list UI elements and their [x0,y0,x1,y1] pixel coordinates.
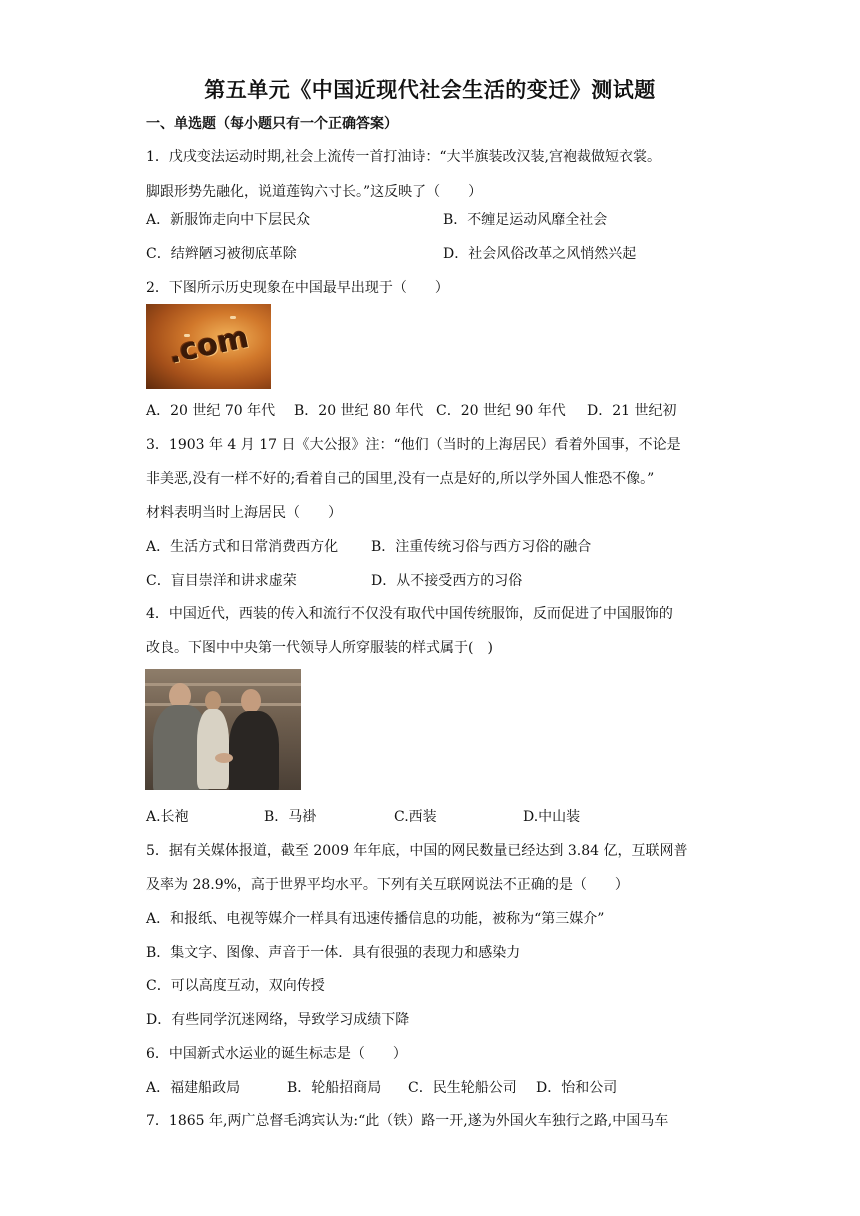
question-6-option-d: D．怡和公司 [536,1080,618,1096]
question-3-stem-line-2: 非美恶,没有一样不好的;看着自己的国里,没有一点是好的,所以学外国人惟恐不像。” [146,471,655,487]
question-5-option-a: A．和报纸、电视等媒介一样具有迅速传播信息的功能，被称为“第三媒介” [146,911,605,927]
question-4-stem-line-1: 4．中国近代，西装的传入和流行不仅没有取代中国传统服饰，反而促进了中国服饰的 [146,606,673,622]
question-4-option-d: D.中山装 [523,809,581,825]
question-3-stem-line-1: 3．1903 年 4 月 17 日《大公报》注：“他们（当时的上海居民）看着外国事，不论是 [146,437,681,453]
photo-handshake [215,753,233,763]
question-3-option-d: D．从不接受西方的习俗 [371,573,523,589]
question-6-stem: 6．中国新式水运业的诞生标志是（ ） [146,1046,407,1062]
question-6-option-c: C．民生轮船公司 [408,1080,517,1096]
question-1-option-b: B．不缠足运动风靡全社会 [443,212,608,228]
question-7-stem-line-1: 7．1865 年,两广总督毛鸿宾认为:“此（铁）路一开,遂为外国火车独行之路,中国马车 [146,1113,669,1129]
question-6-option-a: A．福建船政局 [146,1080,241,1096]
question-3-stem-line-3: 材料表明当时上海居民（ ） [146,505,342,521]
dotcom-image-text: .com [165,319,252,372]
question-3-option-c: C．盲目崇洋和讲求虚荣 [146,573,297,589]
question-6-option-b: B．轮船招商局 [287,1080,382,1096]
question-5-stem-line-1: 5．据有关媒体报道，截至 2009 年年底，中国的网民数量已经达到 3.84 亿，互联网普 [146,843,688,859]
photo-figure-right [229,711,279,790]
question-2-stem: 2．下图所示历史现象在中国最早出现于（ ） [146,280,449,296]
question-2-option-a: A．20 世纪 70 年代 [146,403,276,419]
question-4-stem-line-2: 改良。下图中中央第一代领导人所穿服装的样式属于( ) [146,640,493,656]
question-1-option-c: C．结辫陋习被彻底革除 [146,246,297,262]
question-5-stem-line-2: 及率为 28.9%，高于世界平均水平。下列有关互联网说法不正确的是（ ） [146,877,629,893]
question-3-option-b: B．注重传统习俗与西方习俗的融合 [371,539,592,555]
question-1-stem-line-2: 脚跟形势先融化，说道莲钩六寸长。”这反映了（ ） [146,184,483,200]
section-heading: 一、单选题（每小题只有一个正确答案） [146,116,398,132]
question-1-option-a: A．新服饰走向中下层民众 [146,212,311,228]
photo-figure-head [205,691,221,711]
photo-shelf [145,683,301,686]
photo-figure-head [241,689,261,713]
page-title: 第五单元《中国近现代社会生活的变迁》测试题 [204,77,656,102]
leaders-photo [145,669,301,790]
question-3-option-a: A．生活方式和日常消费西方化 [146,539,339,555]
question-2-option-d: D．21 世纪初 [587,403,677,419]
question-2-option-b: B．20 世纪 80 年代 [294,403,424,419]
question-4-option-a: A.长袍 [146,809,189,825]
question-5-option-d: D．有些同学沉迷网络，导致学习成绩下降 [146,1012,410,1028]
question-1-stem-line-1: 1．戊戌变法运动时期,社会上流传一首打油诗：“大半旗装改汉装,宫袍裁做短衣裳。 [146,149,661,165]
question-4-option-c: C.西装 [394,809,437,825]
glint-mark [230,316,236,319]
question-2-option-c: C．20 世纪 90 年代 [436,403,566,419]
question-1-option-d: D．社会风俗改革之风悄然兴起 [443,246,637,262]
question-5-option-b: B．集文字、图像、声音于一体．具有很强的表现力和感染力 [146,945,521,961]
question-4-option-b: B．马褂 [264,809,317,825]
photo-figure-middle [197,709,229,789]
question-5-option-c: C．可以高度互动，双向传授 [146,978,325,994]
dotcom-image [146,304,271,389]
